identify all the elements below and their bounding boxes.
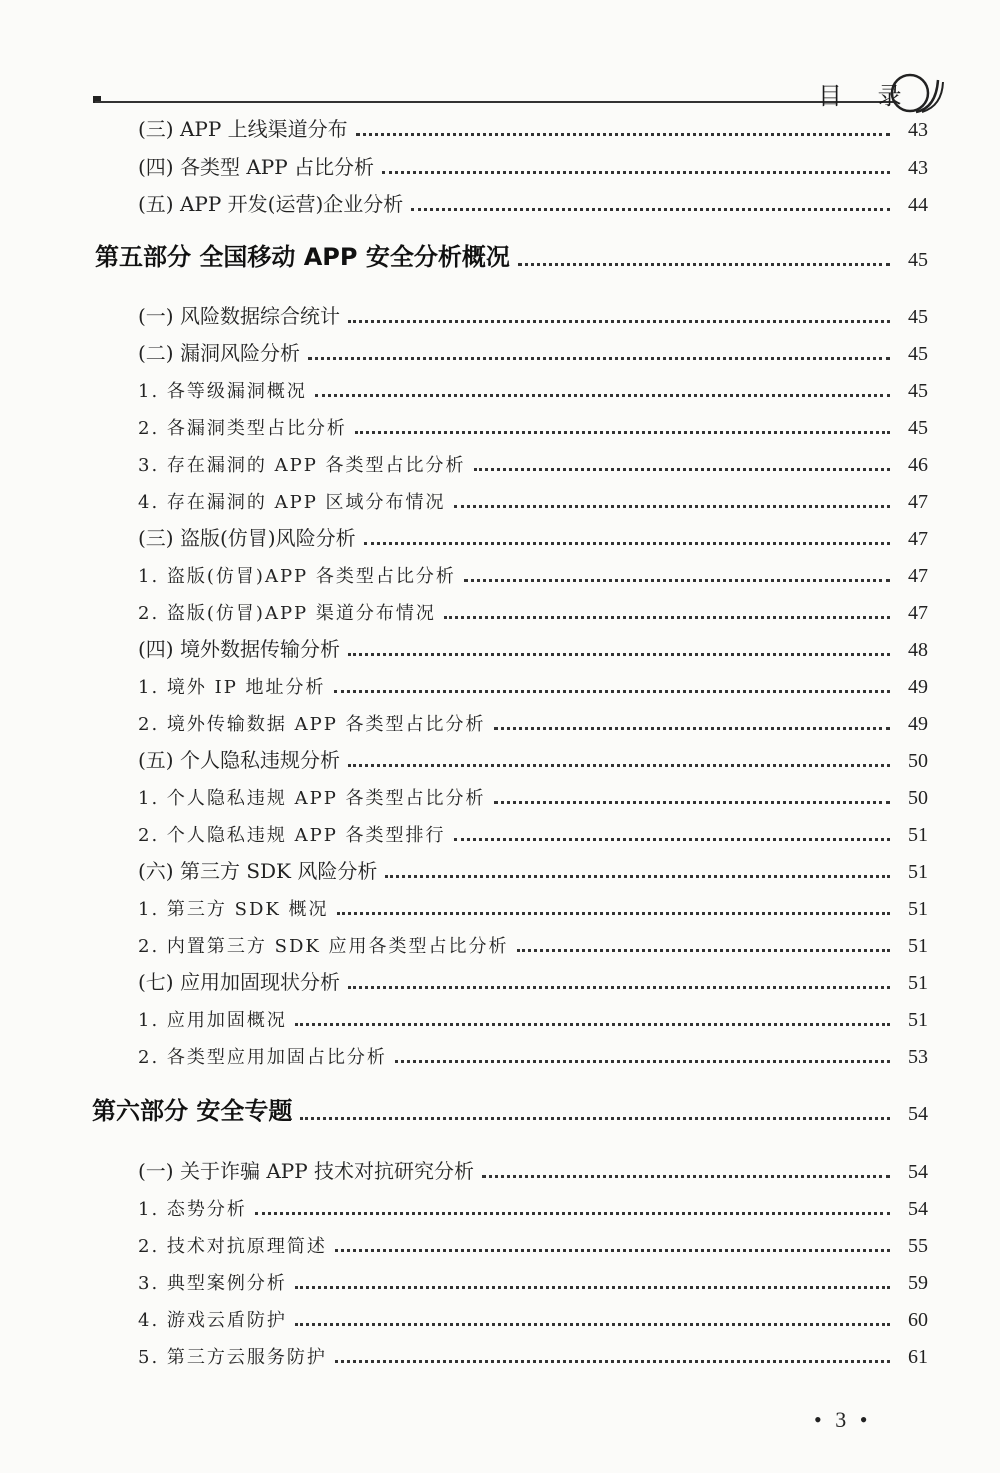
toc-part-heading [92,1092,928,1126]
toc-entry-title: 2. 各漏洞类型占比分析 [138,418,347,439]
toc-item-entry [138,406,928,440]
dot-leader [348,764,890,767]
toc-entry-title: 5. 第三方云服务防护 [138,1347,327,1368]
dot-leader [348,986,890,989]
toc-entry-title: (一) 风险数据综合统计 [138,304,340,328]
toc-entry-title: 1. 盗版(仿冒)APP 各类型占比分析 [138,566,456,587]
toc-entry-page: 59 [908,1272,928,1294]
dot-leader [308,357,890,360]
toc-entry-page: 49 [908,713,928,735]
page-number: • 3 • [814,1407,872,1432]
toc-item-entry [138,1335,928,1369]
toc-section-entry [138,961,928,995]
toc-item-entry [138,554,928,588]
dot-leader [482,1175,890,1178]
toc-item-entry [138,776,928,810]
toc-entry-title: (二) 漏洞风险分析 [138,341,300,365]
dot-leader [295,1323,890,1326]
toc-item-entry [138,924,928,958]
dot-leader [300,1117,890,1120]
toc-item-entry [138,1224,928,1258]
toc-entry-title: (三) APP 上线渠道分布 [138,117,348,141]
toc-entry-title: 2. 内置第三方 SDK 应用各类型占比分析 [138,936,509,957]
dot-leader [382,171,890,174]
toc-entry-page: 54 [908,1198,928,1220]
toc-entry-title: 1. 第三方 SDK 概况 [138,899,329,920]
toc-entry-page: 51 [908,824,928,846]
toc-item-entry [138,1298,928,1332]
toc-item-entry [138,480,928,514]
toc-item-entry [138,1261,928,1295]
dot-leader [348,320,890,323]
dot-leader [335,1360,890,1363]
toc-entry-title: 第六部分 安全专题 [92,1097,293,1125]
toc-entry-title: 1. 境外 IP 地址分析 [138,677,326,698]
dot-leader [464,579,890,582]
toc-entry-title: 2. 个人隐私违规 APP 各类型排行 [138,825,446,846]
toc-entry-page: 45 [908,343,928,365]
toc-entry-title: 4. 游戏云盾防护 [138,1310,287,1331]
header-section-label: 目 录 [818,82,916,110]
toc-item-entry [138,443,928,477]
toc-entry-page: 53 [908,1046,928,1068]
toc-section-entry [138,332,928,366]
toc-item-entry [138,591,928,625]
toc-entry-title: 2. 境外传输数据 APP 各类型占比分析 [138,714,486,735]
toc-item-entry [138,1035,928,1069]
toc-entry-title: (六) 第三方 SDK 风险分析 [138,859,378,883]
toc-entry-title: (三) 盗版(仿冒)风险分析 [138,526,356,550]
toc-entry-page: 51 [908,898,928,920]
toc-entry-page: 43 [908,157,928,179]
dot-leader [517,949,890,952]
toc-section-entry [138,146,928,180]
toc-entry-page: 46 [908,454,928,476]
header-rule [95,101,895,103]
dot-leader [518,263,890,266]
toc-entry-title: 1. 态势分析 [138,1199,247,1220]
dot-leader [494,727,890,730]
dot-leader [334,690,890,693]
toc-entry-title: 3. 存在漏洞的 APP 各类型占比分析 [138,455,466,476]
dot-leader [315,394,890,397]
toc-section-entry [138,628,928,662]
dot-leader [356,133,890,136]
toc-entry-page: 51 [908,935,928,957]
toc-entry-page: 48 [908,639,928,661]
toc-entry-page: 43 [908,119,928,141]
toc-item-entry [138,887,928,921]
toc-section-entry [138,1150,928,1184]
toc-entry-page: 47 [908,602,928,624]
toc-section-entry [138,108,928,142]
dot-leader [348,653,890,656]
toc-entry-title: (一) 关于诈骗 APP 技术对抗研究分析 [138,1159,475,1183]
toc-entry-page: 60 [908,1309,928,1331]
toc-entry-title: (五) APP 开发(运营)企业分析 [138,192,404,216]
dot-leader [395,1060,890,1063]
toc-entry-title: (五) 个人隐私违规分析 [138,748,340,772]
toc-item-entry [138,998,928,1032]
toc-item-entry [138,1187,928,1221]
toc-section-entry [138,850,928,884]
dot-leader [454,838,890,841]
toc-entry-page: 45 [908,306,928,328]
dot-leader [494,801,890,804]
toc-entry-page: 50 [908,750,928,772]
toc-entry-page: 45 [908,417,928,439]
toc-entry-page: 49 [908,676,928,698]
dot-leader [411,208,890,211]
toc-section-entry [138,183,928,217]
toc-item-entry [138,369,928,403]
dot-leader [385,875,890,878]
dot-leader [337,912,890,915]
toc-entry-page: 54 [908,1161,928,1183]
dot-leader [364,542,890,545]
toc-entry-title: 2. 各类型应用加固占比分析 [138,1047,387,1068]
toc-part-heading [95,238,928,272]
toc-entry-page: 47 [908,565,928,587]
toc-entry-page: 47 [908,491,928,513]
dot-leader [295,1023,890,1026]
toc-entry-page: 45 [908,249,928,271]
toc-entry-title: 第五部分 全国移动 APP 安全分析概况 [95,243,510,271]
toc-entry-title: 3. 典型案例分析 [138,1273,287,1294]
toc-entry-title: 1. 应用加固概况 [138,1010,287,1031]
toc-item-entry [138,665,928,699]
toc-section-entry [138,517,928,551]
toc-entry-title: (七) 应用加固现状分析 [138,970,340,994]
toc-entry-page: 54 [908,1103,928,1125]
toc-entry-title: (四) 各类型 APP 占比分析 [138,155,375,179]
dot-leader [355,431,890,434]
toc-entry-title: 1. 各等级漏洞概况 [138,381,307,402]
toc-entry-title: 2. 技术对抗原理简述 [138,1236,327,1257]
toc-entry-title: (四) 境外数据传输分析 [138,637,340,661]
toc-section-entry [138,295,928,329]
toc-entry-page: 51 [908,861,928,883]
toc-entry-page: 45 [908,380,928,402]
toc-item-entry [138,813,928,847]
toc-section-entry [138,739,928,773]
dot-leader [255,1212,890,1215]
toc-entry-page: 44 [908,194,928,216]
dot-leader [335,1249,890,1252]
toc-entry-page: 50 [908,787,928,809]
toc-entry-title: 4. 存在漏洞的 APP 区域分布情况 [138,492,446,513]
toc-entry-page: 55 [908,1235,928,1257]
toc-item-entry [138,702,928,736]
toc-entry-title: 1. 个人隐私违规 APP 各类型占比分析 [138,788,486,809]
toc-entry-page: 61 [908,1346,928,1368]
dot-leader [444,616,890,619]
toc-entry-title: 2. 盗版(仿冒)APP 渠道分布情况 [138,603,436,624]
toc-entry-page: 47 [908,528,928,550]
dot-leader [474,468,890,471]
toc-entry-page: 51 [908,972,928,994]
toc-entry-page: 51 [908,1009,928,1031]
dot-leader [295,1286,890,1289]
dot-leader [454,505,890,508]
